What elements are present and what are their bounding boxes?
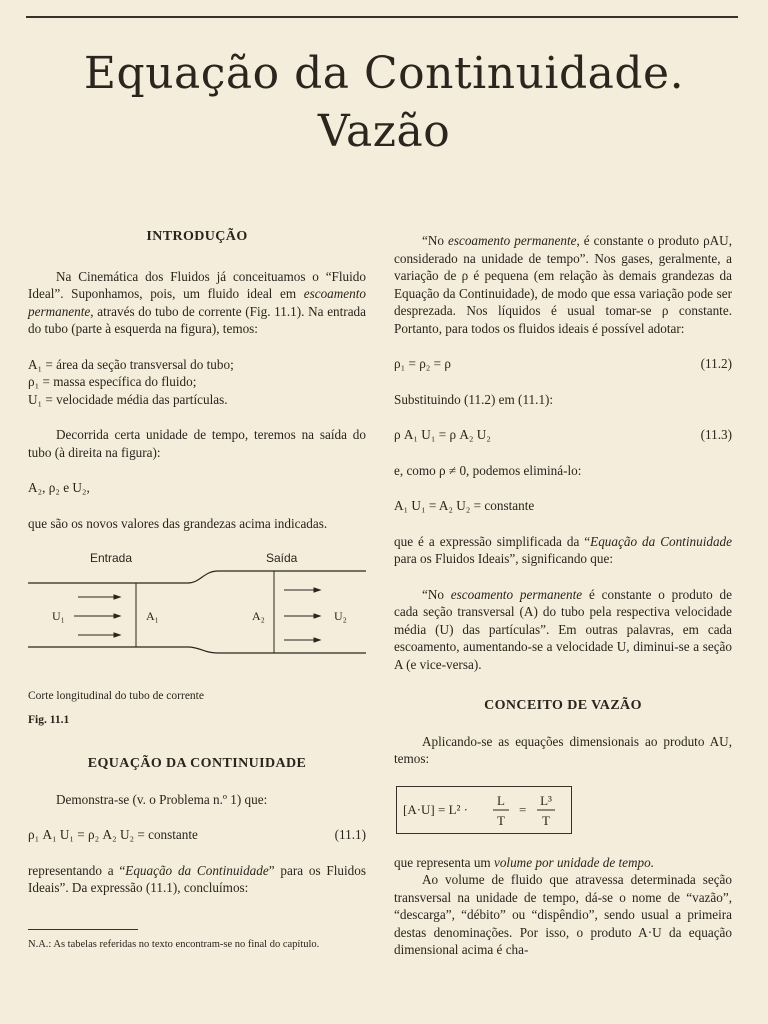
fig-label-entrada: Entrada (90, 552, 133, 565)
tube-top-wall (28, 571, 366, 583)
box-fraction2-den: T (542, 812, 550, 828)
substitution-text: Substituindo (11.2) em (11.1): (394, 391, 554, 407)
intro-text-a: Na Cinemática dos Fluidos já conceituamos o “Fluido Ideal”. Suponhamos, pois, um fluido ideal em (28, 268, 366, 301)
equation-11-2-body: ρ₁ = ρ₂ = ρ (394, 356, 451, 371)
eliminate-rho-text: e, como ρ ≠ 0, podemos eliminá-lo: (394, 462, 582, 478)
equation-11-2 (394, 355, 732, 373)
top-rule (26, 16, 738, 18)
footnote: N.A.: As tabelas referidas no texto encontram-se no final do capítulo. (28, 938, 320, 950)
equation-11-3-number: (11.3) (700, 427, 732, 442)
page-title-line2: Vazão (317, 106, 451, 157)
definition-u1: U₁ = velocidade média das partículas. (28, 391, 228, 407)
demonstration-paragraph: Demonstra-se (v. o Problema n.º 1) que: (56, 791, 268, 807)
figure-caption: Corte longitudinal do tubo de corrente (28, 690, 204, 702)
equation-11-2-number: (11.2) (700, 356, 732, 371)
definition-a1: A₁ = área da seção transversal do tubo; (28, 356, 234, 372)
quote2-text-a: “No (422, 586, 451, 602)
heading-conceito-vazao: CONCEITO DE VAZÃO (484, 698, 642, 713)
right-column (394, 232, 732, 959)
quote2-text-em: escoamento permanente (450, 586, 583, 602)
equation-11-3-body: ρ A₁ U₁ = ρ A₂ U₂ (394, 427, 491, 442)
quote1-text-a: “No (422, 233, 448, 248)
dimensional-equation (401, 790, 567, 830)
tube-bottom-wall (28, 647, 366, 653)
exit-paragraph: Decorrida certa unidade de tempo, teremos na saída do tubo (à direita na figura): (28, 427, 366, 460)
dimensional-paragraph: Aplicando-se as equações dimensionais ao produto AU, temos: (394, 733, 732, 766)
simplified-text-a: que é a expressão simplificada da “ (394, 533, 591, 549)
quote1-text-b: , é constante o produto ρAU, considerado na unidade de tempo”. Nos gases, geralmente, a variação de ρ é pequena (em relação às demais grandezas da Equação da Continuidade), de modo que essa variação pode ser desprezada. Nos líquidos é usual tomar-se ρ constante. Portanto, para todos os fluidos ideais é possível adotar: (394, 233, 732, 336)
intro-text-b: , através do tubo de corrente (Fig. 11.1). Na entrada do tubo (parte à esquerda na figura), temos: (28, 303, 366, 336)
tube-diagram (28, 552, 366, 682)
volume-per-time-text (394, 854, 732, 872)
equation-11-1-number: (11.1) (334, 827, 366, 842)
simplified-paragraph (394, 533, 732, 568)
fig-label-a1: A₁ (146, 609, 159, 623)
fig-label-a2: A₂ (252, 609, 265, 623)
fig-label-u1: U₁ (52, 609, 65, 623)
exit-variables: A₂, ρ₂ e U₂, (28, 480, 90, 495)
box-lhs: [A·U] = L² · (403, 801, 469, 817)
quote-paragraph-2 (394, 586, 732, 674)
fig-label-u2: U₂ (334, 609, 347, 623)
continuity-text-b: ” para os Fluidos Ideais”. Da expressão (11.1), concluímos: (28, 862, 366, 895)
continuity-text-em: Equação da Continuidade (125, 862, 269, 878)
quote2-text-b: é constante o produto de cada seção transversal (A) do tubo pela respectiva velocidade média (U) das partículas”. Em outras palavras, em cada escoamento, aumentando-se a velocidade U, diminui-se a seção A (e vice-versa). (394, 586, 732, 672)
simplified-text-b: para os Fluidos Ideais”, significando que: (394, 551, 614, 566)
quote1-text-em: escoamento permanente (447, 233, 577, 248)
equation-11-1 (28, 826, 366, 844)
box-fraction1-den: T (497, 812, 505, 828)
equation-11-3 (394, 426, 732, 444)
heading-equacao-continuidade: EQUAÇÃO DA CONTINUIDADE (87, 756, 307, 771)
equation-11-1-body: ρ₁ A₁ U₁ = ρ₂ A₂ U₂ = constante (28, 827, 198, 842)
page-title-line1: Equação da Continuidade. (83, 48, 685, 99)
volume-text-em: volume por unidade de tempo. (493, 854, 655, 870)
box-fraction1-num: L (497, 792, 505, 808)
inlet-arrows (74, 595, 120, 637)
figure-number: Fig. 11.1 (28, 713, 70, 726)
volume-text-a: que representa um (394, 854, 494, 870)
definition-rho1: ρ₁ = massa específica do fluido; (28, 374, 197, 389)
box-fraction2-num: L³ (540, 792, 552, 808)
continuity-text-a: representando a “ (28, 862, 126, 878)
box-equals: = (519, 801, 527, 817)
vazao-definition-paragraph: Ao volume de fluido que atravessa determinada seção transversal na unidade de tempo, dá-se o nome de “vazão”, “descarga”, “débito” ou “dispêndio”, sendo usual a primeira destas denominações. Por isso, o produto A·U da equação dimensional acima é cha- (394, 872, 732, 957)
new-values-paragraph: que são os novos valores das grandezas acima indicadas. (28, 515, 328, 531)
quote-paragraph-1 (394, 232, 732, 337)
fig-label-saida: Saída (266, 552, 298, 565)
intro-paragraph (28, 268, 366, 338)
simplified-text-em: Equação da Continuidade (590, 533, 732, 549)
continuity-paragraph (28, 862, 366, 897)
simplified-equation: A₁ U₁ = A₂ U₂ = constante (394, 498, 535, 513)
intro-text-em: escoamento permanente (28, 286, 366, 319)
dimensional-equation-box (396, 786, 572, 834)
left-column (28, 228, 366, 953)
heading-introducao: INTRODUÇÃO (146, 229, 248, 244)
outlet-arrows (284, 588, 320, 642)
